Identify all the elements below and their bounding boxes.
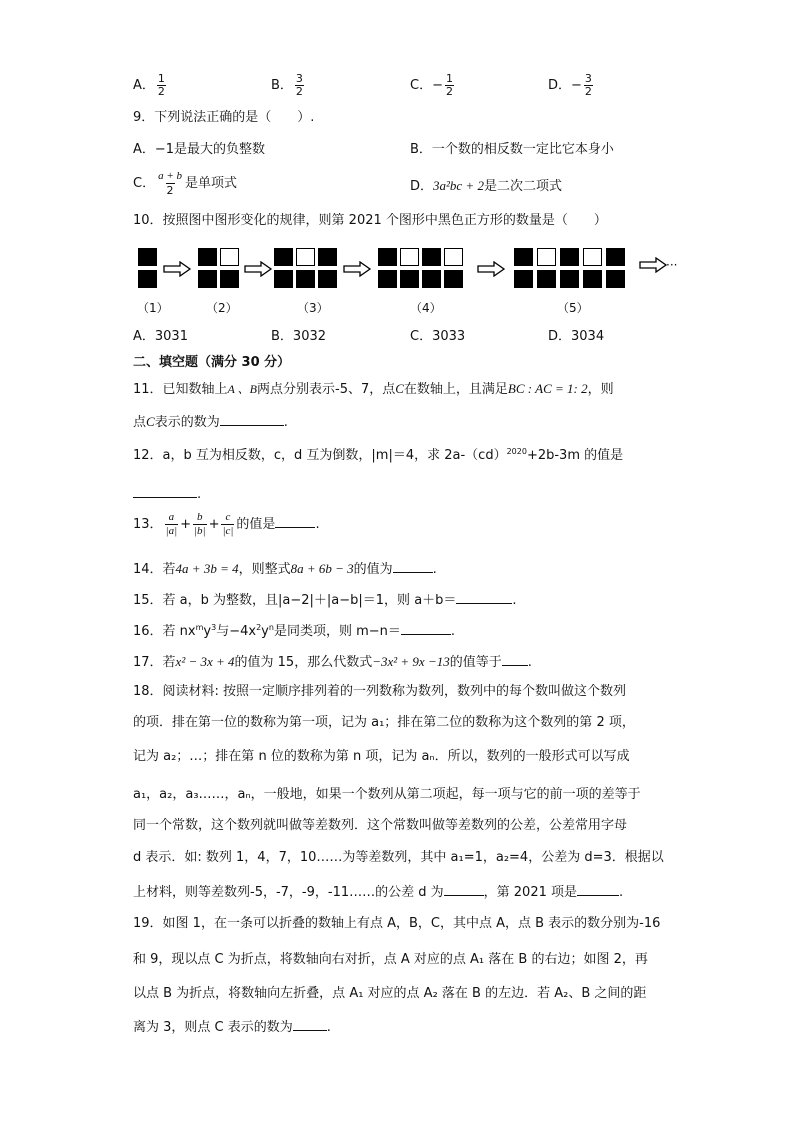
q19-line: 和 9，现以点 C 为折点，将数轴向右对折，点 A 对应的点 A₁ 落在 B 的右边；如图 2，再	[133, 952, 648, 967]
continuation-ellipsis: ···	[666, 258, 678, 272]
black-square	[606, 248, 625, 266]
q10-option-d: D．3034	[548, 329, 605, 344]
white-square	[220, 248, 239, 266]
black-square	[198, 270, 217, 288]
answer-blank[interactable]	[456, 591, 512, 604]
figure-label: （1）	[137, 301, 169, 315]
answer-blank[interactable]	[293, 1018, 327, 1031]
section-title: 二、填空题（满分 30 分）	[133, 355, 291, 370]
arrow-right-icon	[638, 257, 668, 273]
black-square	[422, 248, 441, 266]
arrow-right-icon	[342, 261, 372, 277]
q18-line: a₁，a₂，a₃……，aₙ，一般地，如果一个数列从第二项起，每一项与它的前一项的差等于	[133, 787, 641, 802]
q16: 16．若 $nx^my^3$与$-4x^2y^n$是同类项，则 m−n＝ .	[133, 623, 456, 639]
figure-label: （3）	[297, 301, 329, 315]
q17: 17．若x² − 3x + 4的值为 15，那么代数式−3x² + 9x −13的值等于 .	[133, 654, 532, 670]
black-square	[378, 270, 397, 288]
q12-line1: 12．a，b 互为相反数，c，d 互为倒数，|m|＝4，求 2a-（cd）$^{2020}$+2b-3m 的值是	[133, 447, 624, 463]
q10-option-a: A．3031	[133, 329, 188, 344]
white-square	[400, 248, 419, 266]
black-square	[318, 270, 337, 288]
q15: 15．若 a，b 为整数，且|a−2|＋|a−b|＝1，则 a＋b＝ .	[133, 593, 517, 608]
fraction: $\frac{a + b}{2}$	[158, 170, 183, 197]
answer-blank[interactable]	[220, 413, 284, 426]
fraction: $\frac{b}{|b|}$	[194, 511, 206, 537]
figure-label: （2）	[206, 301, 238, 315]
black-square	[138, 248, 157, 266]
black-square	[537, 270, 556, 288]
white-square	[444, 248, 463, 266]
fraction: $\frac{a}{|a|}$	[165, 511, 178, 537]
answer-blank[interactable]	[133, 485, 197, 498]
fraction: $\frac{3}{2}$	[295, 72, 303, 98]
q19-line: 离为 3，则点 C 表示的数为 .	[133, 1020, 331, 1035]
answer-blank[interactable]	[401, 622, 451, 635]
black-square	[606, 270, 625, 288]
fraction: $\frac{1}{2}$	[157, 72, 165, 98]
black-square	[444, 270, 463, 288]
black-square	[198, 248, 217, 266]
black-square	[220, 270, 239, 288]
q19-line: 以点 B 为折点，将数轴向左折叠，点 A₁ 对应的点 A₂ 落在 B 的左边．若 A₂、B 之间的距	[133, 986, 647, 1001]
fraction: $\frac{3}{2}$	[584, 72, 592, 98]
black-square	[422, 270, 441, 288]
q9-option-c: C． $\frac{a + b}{2}$ 是单项式	[133, 170, 238, 197]
white-square	[537, 248, 556, 266]
q9-stem: 9．下列说法正确的是（ ）.	[133, 110, 315, 125]
black-square	[318, 248, 337, 266]
black-square	[514, 248, 533, 266]
q9-option-b: B．一个数的相反数一定比它本身小	[410, 142, 614, 157]
arrow-right-icon	[243, 261, 273, 277]
q18-line: d 表示．如: 数列 1，4，7，10……为等差数列，其中 a₁=1，a₂=4，公差为 d=3．根据以	[133, 850, 664, 865]
white-square	[583, 248, 602, 266]
q14: 14．若4a + 3b = 4，则整式8a + 6b − 3的值为 .	[133, 561, 437, 577]
q10-option-b: B．3032	[271, 329, 327, 344]
black-square	[274, 270, 293, 288]
q10-option-c: C．3033	[410, 329, 466, 344]
q12-line2: .	[133, 485, 673, 501]
black-square	[560, 270, 579, 288]
arrow-right-icon	[162, 261, 192, 277]
answer-blank[interactable]	[393, 560, 433, 573]
fraction: $\frac{1}{2}$	[445, 72, 453, 98]
black-square	[400, 270, 419, 288]
q11-line2: 点C表示的数为 .	[133, 414, 288, 430]
figure-label: （5）	[557, 301, 589, 315]
answer-blank[interactable]	[444, 883, 484, 896]
q13: 13． $\frac{a}{|a|}$ + $\frac{b}{|b|}$ + $\frac{c}{|c|}$ 的值是 .	[133, 511, 320, 537]
q9-option-d: D．3a²bc + 2是二次二项式	[410, 178, 562, 194]
q9-option-a: A．−1是最大的负整数	[133, 142, 266, 157]
white-square	[296, 248, 315, 266]
q18-line: 18．阅读材料: 按照一定顺序排列着的一列数称为数列，数列中的每个数叫做这个数列	[133, 684, 627, 699]
figure-label: （4）	[410, 301, 442, 315]
answer-blank[interactable]	[577, 883, 619, 896]
q18-line: 的项．排在第一位的数称为第一项，记为 a₁；排在第二位的数称为这个数列的第 2 项，	[133, 715, 635, 730]
q8-option-d: D．− $\frac{3}{2}$	[548, 72, 592, 98]
q11-line1: 11．已知数轴上A 、B两点分别表示-5、7，点C在数轴上，且满足BC : AC = 1: 2，则	[133, 381, 614, 397]
black-square	[378, 248, 397, 266]
black-square	[138, 270, 157, 288]
arrow-right-icon	[476, 261, 506, 277]
q10-stem: 10．按照图中图形变化的规律，则第 2021 个图形中黑色正方形的数量是（ ）	[133, 213, 607, 228]
black-square	[296, 270, 315, 288]
black-square	[514, 270, 533, 288]
q8-option-b: B． $\frac{3}{2}$	[271, 72, 303, 98]
black-square	[274, 248, 293, 266]
answer-blank[interactable]	[502, 653, 528, 666]
black-square	[583, 270, 602, 288]
q19-line: 19．如图 1，在一条可以折叠的数轴上有点 A，B，C，其中点 A，点 B 表示的数分别为-16	[133, 916, 661, 931]
q18-line: 同一个常数，这个数列就叫做等差数列．这个常数叫做等差数列的公差，公差常用字母	[133, 818, 628, 833]
fraction: $\frac{c}{|c|}$	[222, 511, 234, 537]
q8-option-c: C．− $\frac{1}{2}$	[410, 72, 453, 98]
q8-option-a: A． $\frac{1}{2}$	[133, 72, 165, 98]
q18-line: 上材料，则等差数列-5，-7，-9，-11……的公差 d 为 ，第 2021 项是 .	[133, 885, 624, 900]
q18-line: 记为 a₂；…；排在第 n 位的数称为第 n 项，记为 aₙ．所以，数列的一般形式可以写成	[133, 749, 630, 764]
black-square	[560, 248, 579, 266]
answer-blank[interactable]	[275, 515, 315, 528]
